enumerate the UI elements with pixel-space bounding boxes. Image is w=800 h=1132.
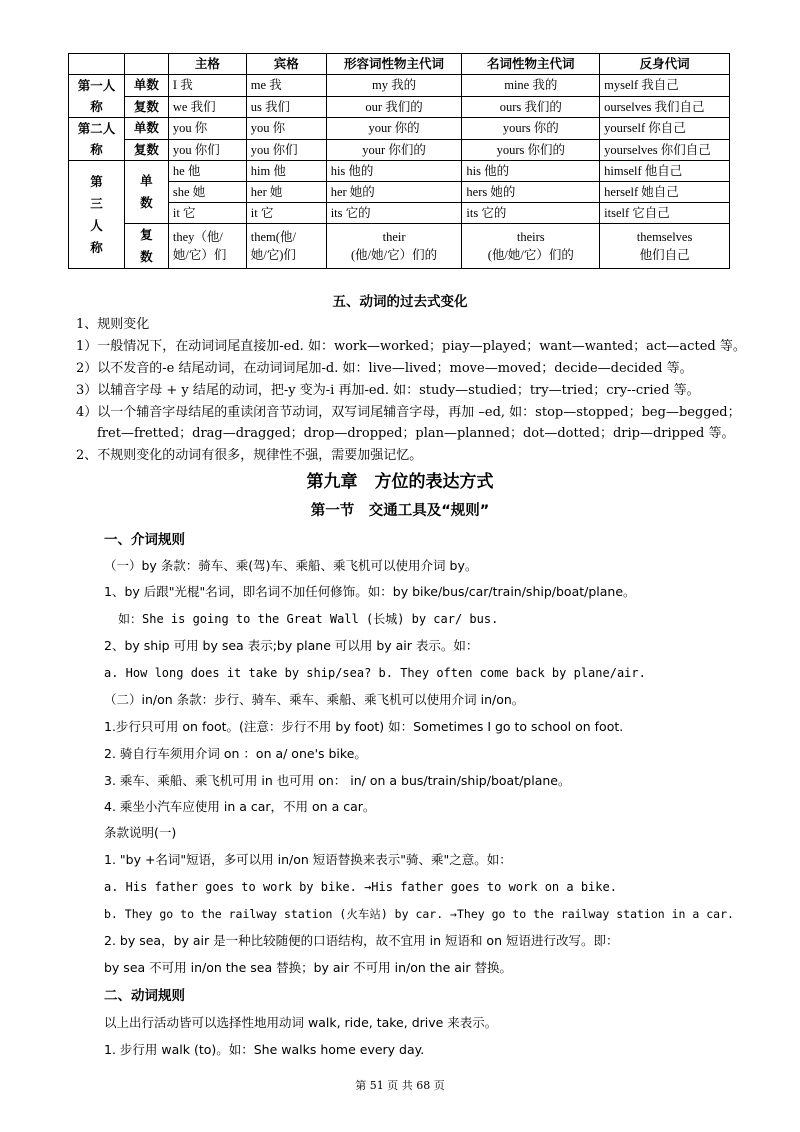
- table-cell: I 我: [168, 75, 246, 97]
- table-row: [69, 75, 730, 97]
- table-cell: it 它: [168, 203, 246, 224]
- cell-line: (他/她/它）们的: [351, 248, 438, 262]
- table-cell: you 你: [168, 118, 246, 140]
- label-char: 数: [140, 249, 153, 264]
- label-char: 人: [90, 217, 103, 233]
- table-cell: you 你: [246, 118, 326, 140]
- header-cell: [124, 54, 168, 75]
- section-title: 第一节 交通工具及“规则”: [310, 503, 490, 519]
- paragraph-line: 2. 骑自行车须用介词 on ：on a/ one's bike。: [104, 746, 367, 761]
- table-cell: myself 我自己: [600, 75, 730, 97]
- cell-line: (他/她/它）们的: [487, 248, 574, 262]
- header-cell: 主格: [168, 54, 246, 75]
- header-cell: 宾格: [246, 54, 326, 75]
- table-cell: ourselves 我们自己: [600, 96, 730, 118]
- singular-label: 单数: [124, 118, 168, 140]
- label-char: 第: [90, 173, 103, 189]
- paragraph-line: 4）以一个辅音字母结尾的重读闭音节动词，双写词尾辅音字母，再加 –ed, 如：stop—stopped；beg—begged；: [76, 405, 741, 420]
- label-char: 数: [140, 195, 153, 210]
- table-cell: her 她的: [326, 182, 462, 203]
- table-cell: you 你们: [246, 139, 326, 161]
- subsection-title: 二、动词规则: [104, 988, 185, 1004]
- table-row: [69, 203, 730, 224]
- pronoun-table: [68, 53, 730, 269]
- subsection-title: 一、介词规则: [104, 532, 185, 548]
- table-cell: herself 她自己: [600, 182, 730, 203]
- header-cell: 名词性物主代词: [462, 54, 600, 75]
- table-cell: we 我们: [168, 96, 246, 118]
- table-cell: yourselves 你们自己: [600, 139, 730, 161]
- table-cell: hers 她的: [462, 182, 600, 203]
- table-cell: his 他的: [326, 161, 462, 182]
- table-row: [69, 118, 730, 140]
- table-cell: it 它: [246, 203, 326, 224]
- cell-line: their: [382, 230, 406, 244]
- chapter-title: 第九章 方位的表达方式: [306, 472, 494, 492]
- page-footer: 第 51 页 共 68 页: [355, 1079, 445, 1092]
- table-cell: [462, 224, 600, 269]
- paragraph-line: 2）以不发音的-e 结尾动词，在动词词尾加-d. 如：live—lived；move—moved；decide—decided 等。: [76, 361, 693, 376]
- cell-line: them(他/: [250, 230, 296, 244]
- table-row: [69, 224, 730, 269]
- cell-line: they（他/: [172, 230, 223, 244]
- table-cell: [168, 224, 246, 269]
- table-cell: itself 它自己: [600, 203, 730, 224]
- table-cell: you 你们: [168, 139, 246, 161]
- label-char: 称: [90, 239, 103, 255]
- first-person-label: 第一人称: [69, 75, 125, 118]
- paragraph-line: 3. 乘车、乘船、乘飞机可用 in 也可用 on： in/ on a bus/train/ship/boat/plane。: [104, 773, 571, 788]
- paragraph-line: by sea 不可用 in/on the sea 替换；by air 不可用 in/on the air 替换。: [104, 960, 512, 975]
- table-row: [69, 139, 730, 161]
- paragraph-line: 2. by sea，by air 是一种比较随便的口语结构，故不宜用 in 短语和 on 短语进行改写。即：: [104, 933, 619, 948]
- table-cell: your 你们的: [326, 139, 462, 161]
- paragraph-line: 1）一般情况下，在动词词尾直接加-ed. 如：work—worked；piay—played；want—wanted；act—acted 等。: [76, 339, 746, 354]
- cell-line: 他们自己: [639, 248, 690, 262]
- table-cell: [600, 224, 730, 269]
- table-cell: yours 你们的: [462, 139, 600, 161]
- table-cell: us 我们: [246, 96, 326, 118]
- paragraph-line: 1、by 后跟"光棍"名词，即名词不加任何修饰。如：by bike/bus/car/train/ship/boat/plane。: [104, 584, 636, 599]
- paragraph-line: a. His father goes to work by bike. →His father goes to work on a bike.: [104, 880, 617, 894]
- table-cell: our 我们的: [326, 96, 462, 118]
- table-cell: yourself 你自己: [600, 118, 730, 140]
- paragraph-line: b. They go to the railway station (火车站) by car. →They go to the railway station in a car.: [104, 907, 734, 921]
- paragraph-line: 如：She is going to the Great Wall (长城) by car/ bus.: [118, 612, 499, 626]
- paragraph-line: （二）in/on 条款：步行、骑车、乘车、乘船、乘飞机可以使用介词 in/on。: [104, 692, 525, 707]
- paragraph-line: 条款说明(一): [104, 825, 177, 840]
- table-cell: [326, 224, 462, 269]
- header-cell: 反身代词: [600, 54, 730, 75]
- header-cell: 形容词性物主代词: [326, 54, 462, 75]
- table-row: [69, 161, 730, 182]
- paragraph-line: 4. 乘坐小汽车应使用 in a car，不用 on a car。: [104, 799, 376, 814]
- singular-label: [124, 161, 168, 224]
- paragraph-line: 3）以辅音字母 + y 结尾的动词，把-y 变为-i 再加-ed. 如：study—studied；try—tried；cry--cried 等。: [76, 383, 700, 398]
- table-cell: my 我的: [326, 75, 462, 97]
- paragraph-line: 2、不规则变化的动词有很多，规律性不强，需要加强记忆。: [76, 448, 423, 463]
- label-char: 单: [140, 173, 153, 188]
- paragraph-line: 以上出行活动皆可以选择性地用动词 walk, ride, take, drive 来表示。: [104, 1015, 498, 1030]
- cell-line: theirs: [516, 230, 545, 244]
- plural-label: 复数: [124, 96, 168, 118]
- table-cell: [246, 224, 326, 269]
- plural-label: [124, 224, 168, 269]
- header-cell: [69, 54, 125, 75]
- table-cell: she 她: [168, 182, 246, 203]
- table-cell: its 它的: [326, 203, 462, 224]
- table-cell: himself 他自己: [600, 161, 730, 182]
- paragraph-line: a. How long does it take by ship/sea? b. They often come back by plane/air.: [104, 666, 646, 680]
- table-cell: her 她: [246, 182, 326, 203]
- cell-line: 她/它）们: [172, 248, 227, 262]
- table-cell: his 他的: [462, 161, 600, 182]
- singular-label: 单数: [124, 75, 168, 97]
- paragraph-line: （一）by 条款：骑车、乘(驾)车、乘船、乘飞机可以使用介词 by。: [104, 558, 478, 573]
- plural-label: 复数: [124, 139, 168, 161]
- cell-line: 她/它)们: [250, 248, 296, 262]
- cell-line: themselves: [636, 230, 693, 244]
- table-cell: your 你的: [326, 118, 462, 140]
- paragraph-line: 2、by ship 可用 by sea 表示;by plane 可以用 by air 表示。如：: [104, 638, 479, 653]
- table-cell: him 他: [246, 161, 326, 182]
- paragraph-line: 1. 步行用 walk (to)。如：She walks home every day.: [104, 1042, 425, 1057]
- table-cell: mine 我的: [462, 75, 600, 97]
- table-cell: me 我: [246, 75, 326, 97]
- paragraph-line: fret—fretted；drag—dragged；drop—dropped；plan—planned；dot—dotted；drip—dripped 等。: [97, 426, 735, 441]
- paragraph-line: 1.步行只可用 on foot。(注意：步行不用 by foot) 如：Sometimes I go to school on foot.: [104, 719, 624, 734]
- table-cell: he 他: [168, 161, 246, 182]
- table-row: [69, 182, 730, 203]
- second-person-label: 第二人称: [69, 118, 125, 161]
- table-cell: ours 我们的: [462, 96, 600, 118]
- third-person-label: [69, 161, 125, 269]
- table-row: [69, 96, 730, 118]
- label-char: 复: [140, 227, 153, 242]
- section-title: 五、动词的过去式变化: [332, 294, 468, 310]
- table-header-row: [69, 54, 730, 75]
- paragraph-line: 1. "by +名词"短语，多可以用 in/on 短语替换来表示"骑、乘"之意。如：: [104, 852, 512, 867]
- table-cell: yours 你的: [462, 118, 600, 140]
- paragraph-line: 1、规则变化: [76, 317, 150, 332]
- table-cell: its 它的: [462, 203, 600, 224]
- label-char: 三: [90, 195, 103, 211]
